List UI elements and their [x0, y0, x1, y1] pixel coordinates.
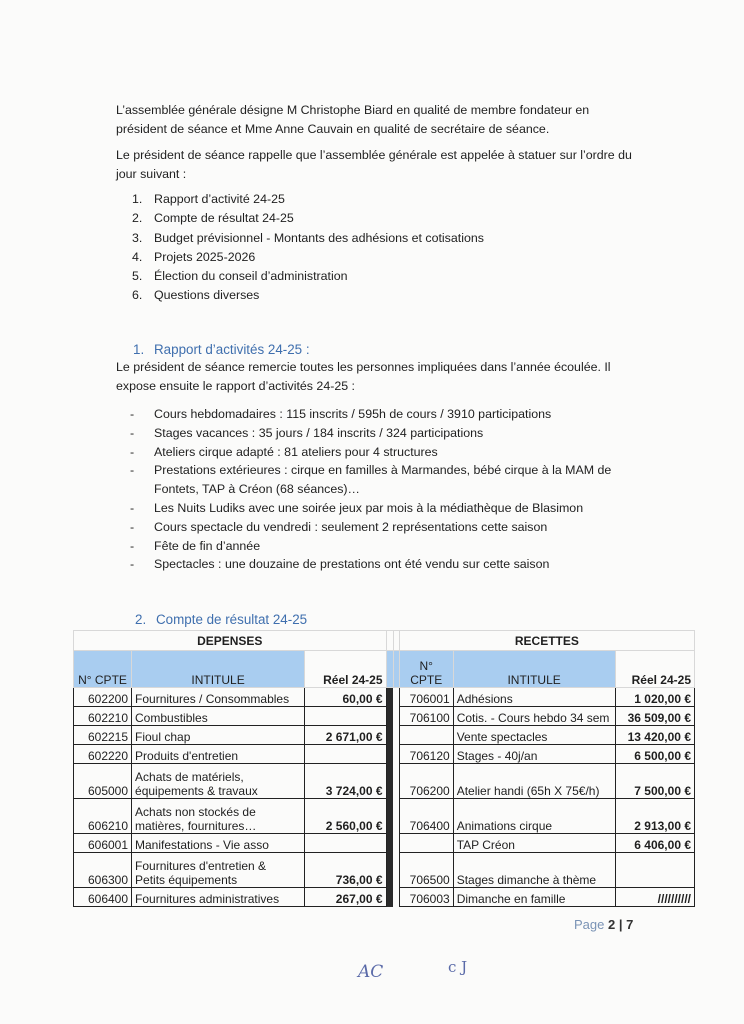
page-total: 7: [626, 917, 634, 932]
activity-list: [130, 405, 650, 574]
agenda-item: [132, 248, 484, 267]
depense-cpte: 602220: [74, 745, 132, 764]
agenda-label: Questions diverses: [154, 288, 260, 303]
depense-intitule: Fournitures administratives: [132, 888, 305, 907]
separator: [386, 745, 393, 764]
activity-item: - Cours spectacle du vendredi : seulement 2 représentations cette saison: [130, 519, 548, 534]
agenda-num: 3.: [132, 230, 143, 245]
recette-cpte: [399, 834, 453, 853]
depense-cpte: 606400: [74, 888, 132, 907]
table-row: [74, 834, 695, 853]
activity-text: Cours hebdomadaires : 115 inscrits / 595h de cours / 3910 participations: [154, 407, 552, 421]
activity-item: - Les Nuits Ludiks avec une soirée jeux par mois à la médiathèque de Blasimon: [130, 500, 584, 515]
page-label: Page: [574, 917, 605, 932]
recette-cpte: 706003: [399, 888, 453, 907]
depense-intitule: Fournitures / Consommables: [132, 688, 305, 707]
recette-amount: 36 509,00 €: [615, 707, 694, 726]
depense-intitule: [132, 764, 305, 799]
table-row: [74, 688, 695, 707]
agenda-item: [132, 190, 484, 209]
depense-cpte: 602200: [74, 688, 132, 707]
agenda-item: [132, 267, 484, 286]
activity-item: - Cours hebdomadaires : 115 inscrits / 595h de cours / 3910 participations: [130, 407, 552, 421]
activity-text: Cours spectacle du vendredi : seulement 2 représentations cette saison: [154, 519, 548, 534]
separator: [386, 764, 393, 799]
agenda-label: Budget prévisionnel - Montants des adhésions et cotisations: [154, 230, 484, 245]
intitule-line: Achats de matériels,: [135, 770, 244, 784]
recette-intitule: Dimanche en famille: [453, 888, 615, 907]
recette-cpte: 706120: [399, 745, 453, 764]
recettes-header: RECETTES: [399, 631, 694, 651]
activity-item: - Ateliers cirque adapté : 81 ateliers pour 4 structures: [130, 444, 438, 459]
recette-cpte: 706500: [399, 853, 453, 888]
col-cpte-line: CPTE: [410, 673, 443, 687]
section-header-row: [74, 631, 695, 651]
activity-text: Spectacles : une douzaine de prestations ont été vendu sur cette saison: [154, 557, 550, 572]
agenda-item: [132, 286, 484, 305]
depense-intitule: Produits d'entretien: [132, 745, 305, 764]
col-reel: Réel 24-25: [305, 651, 386, 688]
recette-cpte: 706400: [399, 799, 453, 834]
separator: [386, 688, 393, 707]
section-num: 1.: [133, 342, 145, 357]
col-cpte: [399, 651, 453, 688]
intitule-line: équipements & travaux: [135, 784, 258, 798]
table-row: [74, 726, 695, 745]
column-header-row: [74, 651, 695, 688]
initials-right: c J: [448, 958, 468, 976]
separator: [386, 799, 393, 834]
intro-paragraph-2: [116, 146, 632, 184]
recette-amount: 1 020,00 €: [615, 688, 694, 707]
depense-intitule: Manifestations - Vie asso: [132, 834, 305, 853]
section-title: Compte de résultat 24-25: [156, 612, 308, 627]
depense-amount: [305, 745, 386, 764]
depense-amount: [305, 707, 386, 726]
depense-cpte: 605000: [74, 764, 132, 799]
recette-intitule: Vente spectacles: [453, 726, 615, 745]
depense-cpte: 606001: [74, 834, 132, 853]
table-row: [74, 745, 695, 764]
recette-amount: 6 500,00 €: [615, 745, 694, 764]
depenses-header: DEPENSES: [74, 631, 387, 651]
depense-cpte: 606210: [74, 799, 132, 834]
agenda-list: [132, 190, 484, 306]
separator: [386, 834, 393, 853]
section-num: 2.: [135, 612, 147, 627]
depense-cpte: 602215: [74, 726, 132, 745]
recette-intitule: Cotis. - Cours hebdo 34 sem: [453, 707, 615, 726]
recette-amount: 7 500,00 €: [615, 764, 694, 799]
intro-line: jour suivant :: [116, 167, 187, 181]
spacer: [386, 631, 393, 651]
results-table: [73, 630, 695, 907]
recette-cpte: [399, 726, 453, 745]
depense-amount: 3 724,00 €: [305, 764, 386, 799]
intitule-line: Petits équipements: [135, 873, 238, 887]
depense-intitule: [132, 853, 305, 888]
table-row: [74, 888, 695, 907]
col-cpte-line: N°: [419, 659, 433, 673]
depense-amount: [305, 834, 386, 853]
depense-intitule: Fioul chap: [132, 726, 305, 745]
page-number: 2: [608, 917, 616, 932]
recette-intitule: TAP Créon: [453, 834, 615, 853]
agenda-num: 2.: [132, 211, 143, 226]
intro-line: président de séance et Mme Anne Cauvain en qualité de secrétaire de séance.: [116, 122, 550, 136]
intro-paragraph-1: [116, 101, 589, 139]
paragraph-line: Le président de séance remercie toutes les personnes impliquées dans l’année écoulée. Il: [116, 360, 611, 374]
table-row: [74, 764, 695, 799]
section-1-heading: [133, 342, 310, 357]
agenda-num: 6.: [132, 288, 143, 303]
recette-cpte: 706001: [399, 688, 453, 707]
activity-item: - Prestations extérieures : cirque en familles à Marmandes, bébé cirque à la MAM de Fontets, TAP à Créon (68 séances)…: [130, 463, 612, 497]
separator: [386, 651, 393, 688]
col-reel: Réel 24-25: [615, 651, 694, 688]
intitule-line: matières, fournitures…: [135, 819, 257, 833]
agenda-num: 5.: [132, 269, 143, 284]
recette-intitule: Stages dimanche à thème: [453, 853, 615, 888]
table-row: [74, 707, 695, 726]
recette-intitule: Animations cirque: [453, 799, 615, 834]
page-footer: [574, 917, 633, 932]
paragraph-line: expose ensuite le rapport d’activités 24-25 :: [116, 379, 356, 393]
agenda-num: 1.: [132, 192, 143, 206]
col-intitule: INTITULE: [132, 651, 305, 688]
intro-line: L’assemblée générale désigne M Christophe Biard en qualité de membre fondateur en: [116, 103, 590, 117]
agenda-item: [132, 209, 484, 228]
recette-amount: 13 420,00 €: [615, 726, 694, 745]
agenda-label: Rapport d’activité 24-25: [154, 192, 285, 206]
agenda-item: [132, 229, 484, 248]
agenda-label: Compte de résultat 24-25: [154, 211, 294, 226]
recette-amount: 6 406,00 €: [615, 834, 694, 853]
activity-item: - Stages vacances : 35 jours / 184 inscrits / 324 participations: [130, 425, 484, 440]
recette-intitule: Adhésions: [453, 688, 615, 707]
separator: [386, 707, 393, 726]
col-intitule: INTITULE: [453, 651, 615, 688]
agenda-label: Élection du conseil d’administration: [154, 269, 348, 284]
depense-amount: 736,00 €: [305, 853, 386, 888]
activity-item: - Spectacles : une douzaine de prestations ont été vendu sur cette saison: [130, 557, 550, 572]
depense-amount: 60,00 €: [305, 688, 386, 707]
recette-intitule: Stages - 40j/an: [453, 745, 615, 764]
intro-line: Le président de séance rappelle que l’assemblée générale est appelée à statuer sur l’ordre du: [116, 148, 632, 162]
initials-left: AC: [358, 962, 384, 982]
section-1-paragraph: [116, 358, 611, 396]
col-cpte: N° CPTE: [74, 651, 132, 688]
agenda-num: 4.: [132, 249, 143, 264]
depense-amount: 267,00 €: [305, 888, 386, 907]
activity-text: Stages vacances : 35 jours / 184 inscrits / 324 participations: [154, 425, 484, 440]
activity-item: - Fête de fin d’année: [130, 538, 261, 553]
recette-amount: 2 913,00 €: [615, 799, 694, 834]
table-row: [74, 799, 695, 834]
depense-amount: 2 560,00 €: [305, 799, 386, 834]
activity-text: Les Nuits Ludiks avec une soirée jeux par mois à la médiathèque de Blasimon: [154, 500, 584, 515]
separator: [386, 853, 393, 888]
depense-cpte: 602210: [74, 707, 132, 726]
table-row: [74, 853, 695, 888]
separator: [386, 888, 393, 907]
agenda-label: Projets 2025-2026: [154, 249, 256, 264]
activity-text: Ateliers cirque adapté : 81 ateliers pour 4 structures: [154, 444, 438, 459]
intitule-line: Achats non stockés de: [135, 805, 256, 819]
depense-amount: 2 671,00 €: [305, 726, 386, 745]
recette-amount: //////////: [615, 888, 694, 907]
intitule-line: Fournitures d'entretien &: [135, 859, 267, 873]
section-title: Rapport d’activités 24-25 :: [154, 342, 310, 357]
recette-amount: [615, 853, 694, 888]
section-2-heading: [135, 612, 307, 627]
activity-text: Prestations extérieures : cirque en familles à Marmandes, bébé cirque à la MAM de Fontets, TAP à Créon (68 séances)…: [154, 463, 612, 497]
depense-cpte: 606300: [74, 853, 132, 888]
depense-intitule: [132, 799, 305, 834]
recette-cpte: 706200: [399, 764, 453, 799]
separator: [386, 726, 393, 745]
recette-cpte: 706100: [399, 707, 453, 726]
activity-text: Fête de fin d’année: [154, 538, 261, 553]
recette-intitule: Atelier handi (65h X 75€/h): [453, 764, 615, 799]
depense-intitule: Combustibles: [132, 707, 305, 726]
page-separator: |: [618, 917, 623, 932]
